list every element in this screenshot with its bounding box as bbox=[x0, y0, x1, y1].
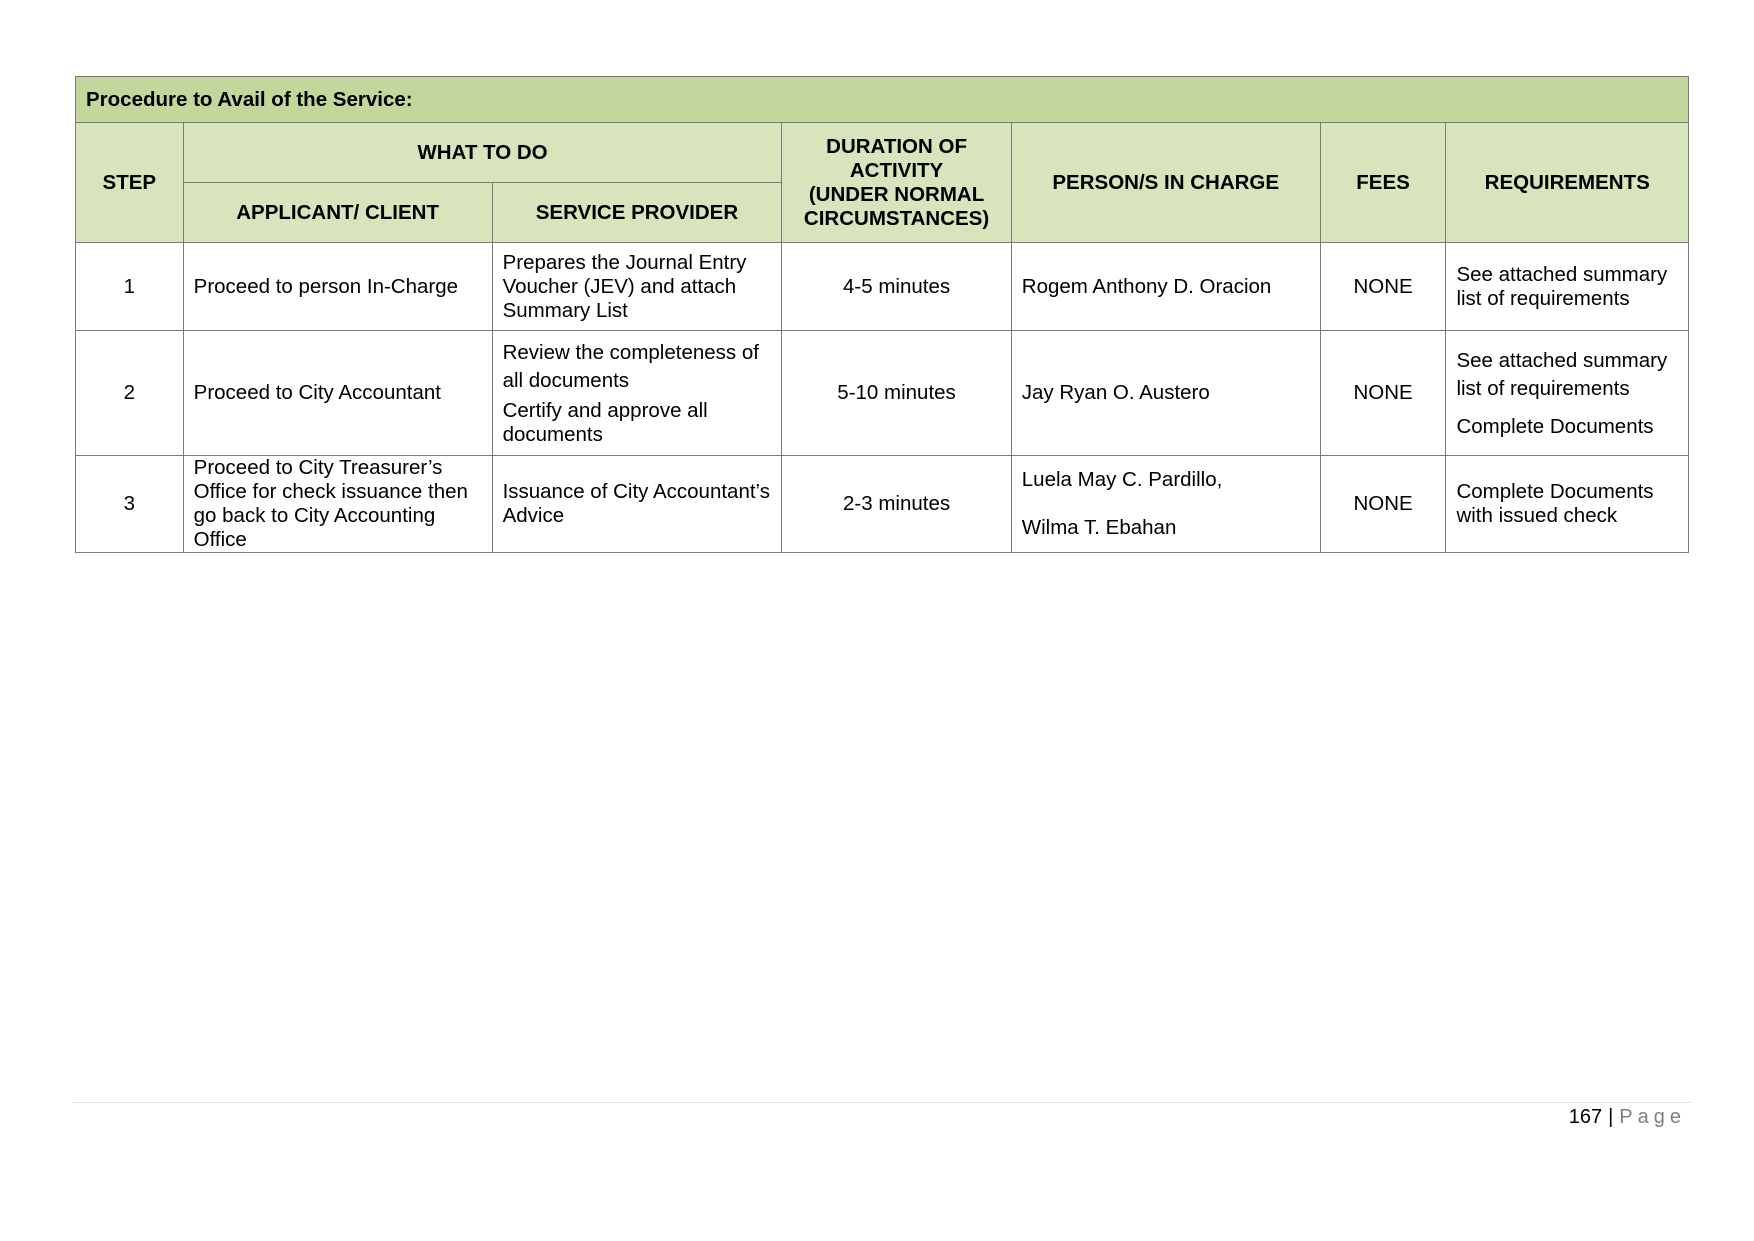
table-row bbox=[76, 331, 1689, 456]
duration-cell: 2-3 minutes bbox=[782, 456, 1011, 553]
header-duration bbox=[782, 123, 1011, 243]
page-number bbox=[1569, 1106, 1686, 1129]
header-requirements: REQUIREMENTS bbox=[1446, 123, 1689, 243]
duration-cell: 5-10 minutes bbox=[782, 331, 1011, 456]
fees-cell: NONE bbox=[1320, 331, 1446, 456]
provider-text: Issuance of City Accountant’s Advice bbox=[502, 480, 770, 527]
person-name: Wilma T. Ebahan bbox=[1021, 516, 1177, 539]
page-number-separator: | bbox=[1608, 1106, 1614, 1128]
applicant-cell: Proceed to City Treasurer’s Office for check issuance then go back to City Accounting Office bbox=[183, 456, 492, 553]
requirement-text: Complete Documents bbox=[1456, 415, 1654, 438]
header-duration-line: CIRCUMSTANCES) bbox=[803, 206, 990, 230]
person-name: Rogem Anthony D. Oracion bbox=[1021, 274, 1272, 298]
header-what-to-do: WHAT TO DO bbox=[183, 123, 782, 183]
page-number-value: 167 bbox=[1568, 1106, 1603, 1128]
provider-cell bbox=[492, 456, 782, 553]
table-row bbox=[76, 243, 1689, 331]
header-fees: FEES bbox=[1320, 123, 1446, 243]
step-cell: 3 bbox=[76, 456, 184, 553]
requirement-text: See attached summary list of requirements bbox=[1456, 349, 1668, 400]
header-duration-line: (UNDER NORMAL bbox=[808, 182, 985, 206]
header-person-in-charge: PERSON/S IN CHARGE bbox=[1011, 123, 1320, 243]
requirement-text: Complete Documents with issued check bbox=[1456, 480, 1654, 527]
provider-text: Prepares the Journal Entry Voucher (JEV) and attach Summary List bbox=[502, 250, 747, 322]
provider-cell bbox=[492, 331, 782, 456]
applicant-cell: Proceed to person In-Charge bbox=[183, 243, 492, 331]
applicant-cell: Proceed to City Accountant bbox=[183, 331, 492, 456]
step-cell: 1 bbox=[76, 243, 184, 331]
footer-divider bbox=[72, 1102, 1692, 1103]
procedure-table bbox=[75, 76, 1689, 553]
person-cell bbox=[1011, 243, 1320, 331]
header-service-provider: SERVICE PROVIDER bbox=[492, 183, 782, 243]
header-applicant-client: APPLICANT/ CLIENT bbox=[183, 183, 492, 243]
fees-cell: NONE bbox=[1320, 243, 1446, 331]
duration-cell: 4-5 minutes bbox=[782, 243, 1011, 331]
table-title: Procedure to Avail of the Service: bbox=[76, 77, 1689, 123]
provider-text: Review the completeness of all documents bbox=[502, 341, 759, 392]
person-name: Jay Ryan O. Austero bbox=[1021, 381, 1210, 404]
header-duration-line: ACTIVITY bbox=[849, 158, 944, 182]
person-cell bbox=[1011, 331, 1320, 456]
person-name: Luela May C. Pardillo, bbox=[1021, 468, 1223, 491]
provider-text: Certify and approve all documents bbox=[502, 399, 708, 446]
person-cell bbox=[1011, 456, 1320, 553]
requirements-cell bbox=[1446, 331, 1689, 456]
table-row bbox=[76, 456, 1689, 553]
header-duration-line: DURATION OF bbox=[826, 134, 967, 158]
provider-cell bbox=[492, 243, 782, 331]
page-word: Page bbox=[1619, 1106, 1686, 1128]
step-cell: 2 bbox=[76, 331, 184, 456]
requirements-cell bbox=[1446, 456, 1689, 553]
requirement-text: See attached summary list of requirements bbox=[1456, 262, 1668, 310]
header-step: STEP bbox=[76, 123, 184, 243]
fees-cell: NONE bbox=[1320, 456, 1446, 553]
requirements-cell bbox=[1446, 243, 1689, 331]
